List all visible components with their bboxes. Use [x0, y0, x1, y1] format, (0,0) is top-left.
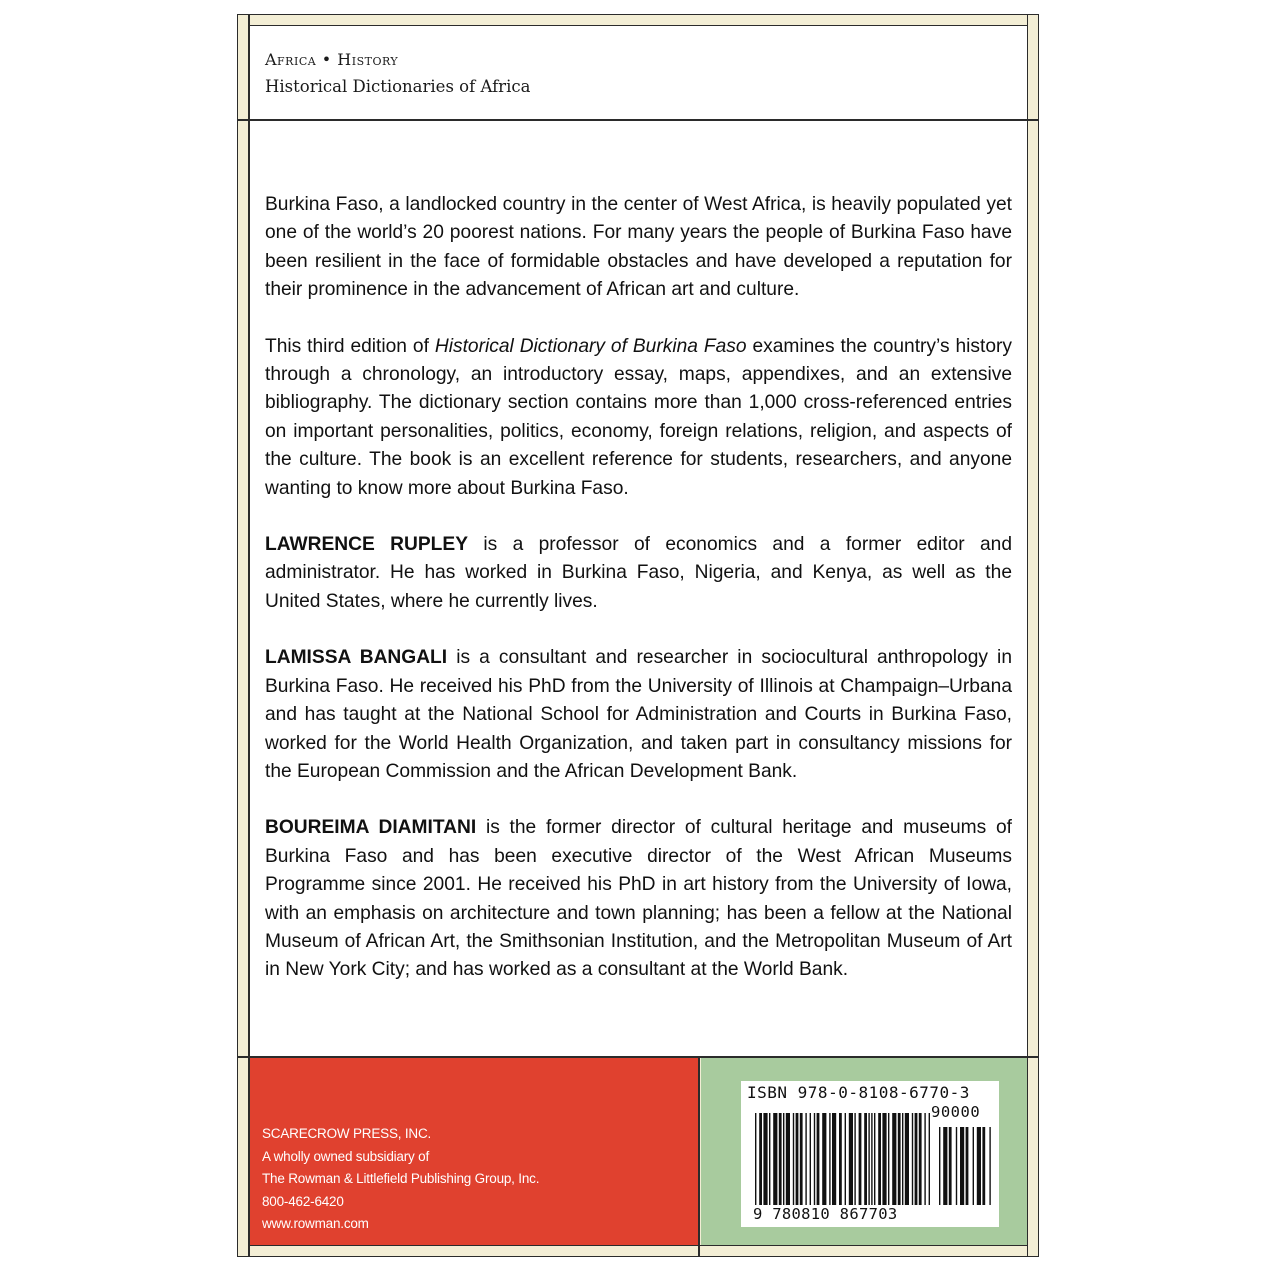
author-name: BOUREIMA DIAMITANI — [265, 817, 477, 839]
addon-barcode-bar — [949, 1127, 952, 1205]
addon-barcode-bar — [989, 1127, 990, 1205]
author-bio-bangali: LAMISSA BANGALI is a consultant and researcher in sociocultural anthropology in Burkina Faso. He received his PhD from the University of Illinois at Champaign–Urbana and has taught at the National School for Administration and Courts in Burkina Faso, worked for the World Health Organization, and taken part in consultancy missions for the European Commission and the African Development Bank. — [265, 647, 1012, 782]
barcode-bar — [810, 1113, 811, 1205]
barcode-bar — [763, 1113, 767, 1205]
frame-line — [698, 1056, 700, 1256]
barcode-bar — [773, 1113, 777, 1205]
barcode-bar — [805, 1113, 806, 1205]
barcode-bar — [779, 1113, 782, 1205]
barcode-bar — [832, 1113, 836, 1205]
barcode-bar — [874, 1113, 875, 1205]
barcode-bar — [759, 1113, 762, 1205]
barcode-bar — [783, 1113, 784, 1205]
barcode-bar — [793, 1113, 794, 1205]
barcode-bar — [919, 1113, 922, 1205]
ean-digits: 9 780810 867703 — [753, 1205, 898, 1223]
addon-barcode-bar — [977, 1127, 981, 1205]
addon-barcode-bar — [956, 1127, 957, 1205]
frame-line — [238, 1056, 1038, 1058]
publisher-parent: The Rowman & Littlefield Publishing Group, Inc. — [262, 1171, 540, 1186]
addon-barcode-bar — [939, 1127, 940, 1205]
publisher-website: www.rowman.com — [262, 1216, 369, 1231]
author-name: LAMISSA BANGALI — [265, 647, 448, 669]
frame-line — [238, 119, 1038, 121]
barcode-bar — [892, 1113, 896, 1205]
addon-barcode-bar — [960, 1127, 964, 1205]
series-header — [249, 26, 1027, 121]
publisher-info — [262, 1123, 539, 1236]
cover-inner-panel — [248, 25, 1028, 1246]
description-paragraph: Burkina Faso, a landlocked country in the center of West Africa, is heavily populated yet one of the world’s 20 poorest nations. For many years the people of Burkina Faso have been resilient in the face of formidable obstacles and have developed a reputation for their prominence in the advancement of African art and culture. — [265, 194, 1012, 301]
barcode-bar — [915, 1113, 918, 1205]
author-name: LAWRENCE RUPLEY — [265, 534, 468, 556]
author-bio-rupley: LAWRENCE RUPLEY is a professor of economics and a former editor and administrator. He has worked in Burkina Faso, Nigeria, and Kenya, as well as the United States, where he currently lives. — [265, 534, 1013, 612]
barcode-bar — [796, 1113, 799, 1205]
barcode-bar — [902, 1113, 903, 1205]
barcode-bar — [849, 1113, 853, 1205]
frame-line — [248, 15, 250, 1256]
barcode-bar — [871, 1113, 872, 1205]
addon-barcode-bar — [943, 1127, 947, 1205]
barcode-bar — [814, 1113, 815, 1205]
barcode-bar — [882, 1113, 886, 1205]
addon-barcode-bar — [966, 1127, 969, 1205]
publisher-panel — [249, 1057, 700, 1245]
publisher-subsidiary: A wholly owned subsidiary of — [262, 1148, 429, 1164]
barcode-bar — [755, 1113, 756, 1205]
barcode-bar — [817, 1113, 820, 1205]
barcode-bar — [878, 1113, 881, 1205]
isbn-text: ISBN 978-0-8108-6770-3 — [747, 1083, 970, 1102]
barcode-bars — [755, 1105, 993, 1207]
barcode-bar — [905, 1113, 909, 1205]
subject-line: Africa • History — [265, 50, 399, 69]
addon-barcode-bar — [973, 1127, 974, 1205]
barcode-bar — [800, 1113, 803, 1205]
publisher-phone: 800-462-6420 — [262, 1193, 344, 1209]
barcode-bar — [898, 1113, 901, 1205]
barcode-bar — [786, 1113, 790, 1205]
edition-paragraph: This third edition of Historical Dictionary of Burkina Faso examines the country’s history through a chronology, an introductory essay, maps, appendixes, and an extensive bibliography. The dictionary section contains more than 1,000 cross-referenced entries on important personalities, politics, economy, foreign relations, religion, and aspects of the culture. The book is an excellent reference for students, researchers, and anyone wanting to know more about Burkina Faso. — [265, 335, 1012, 499]
barcode-bar — [864, 1113, 867, 1205]
price-code: 90000 — [931, 1103, 981, 1121]
cover-footer — [249, 1056, 1027, 1245]
barcode-bar — [845, 1113, 846, 1205]
addon-barcode-bar — [982, 1127, 985, 1205]
blurb — [265, 191, 1012, 1013]
barcode-bar — [839, 1113, 842, 1205]
barcode-panel — [701, 1057, 1027, 1245]
book-back-cover — [237, 14, 1039, 1257]
barcode-bar — [859, 1113, 862, 1205]
book-title: Historical Dictionary of Burkina Faso — [434, 335, 747, 357]
barcode-bar — [912, 1113, 913, 1205]
barcode-label — [741, 1081, 999, 1227]
publisher-name: SCARECROW PRESS, INC. — [262, 1126, 432, 1141]
series-name: Historical Dictionaries of Africa — [265, 77, 531, 96]
frame-line — [1027, 15, 1029, 1256]
author-bio-diamitani: BOUREIMA DIAMITANI is the former director of cultural heritage and museums of Burkina Faso and has been executive director of the West African Museums Programme since 2001. He received his PhD in art history from the University of Iowa, with an emphasis on architecture and town planning; has been a fellow at the National Museum of African Art, the Smithsonian Institution, and the Metropolitan Museum of Art in New York City; and has worked as a consultant at the World Bank. — [265, 817, 1012, 981]
barcode-bar — [868, 1113, 869, 1205]
barcode-bar — [829, 1113, 830, 1205]
barcode-bar — [854, 1113, 855, 1205]
barcode-bar — [929, 1113, 930, 1205]
barcode-bar — [924, 1113, 925, 1205]
barcode-bar — [769, 1113, 770, 1205]
barcode-bar — [822, 1113, 826, 1205]
barcode-bar — [888, 1113, 889, 1205]
